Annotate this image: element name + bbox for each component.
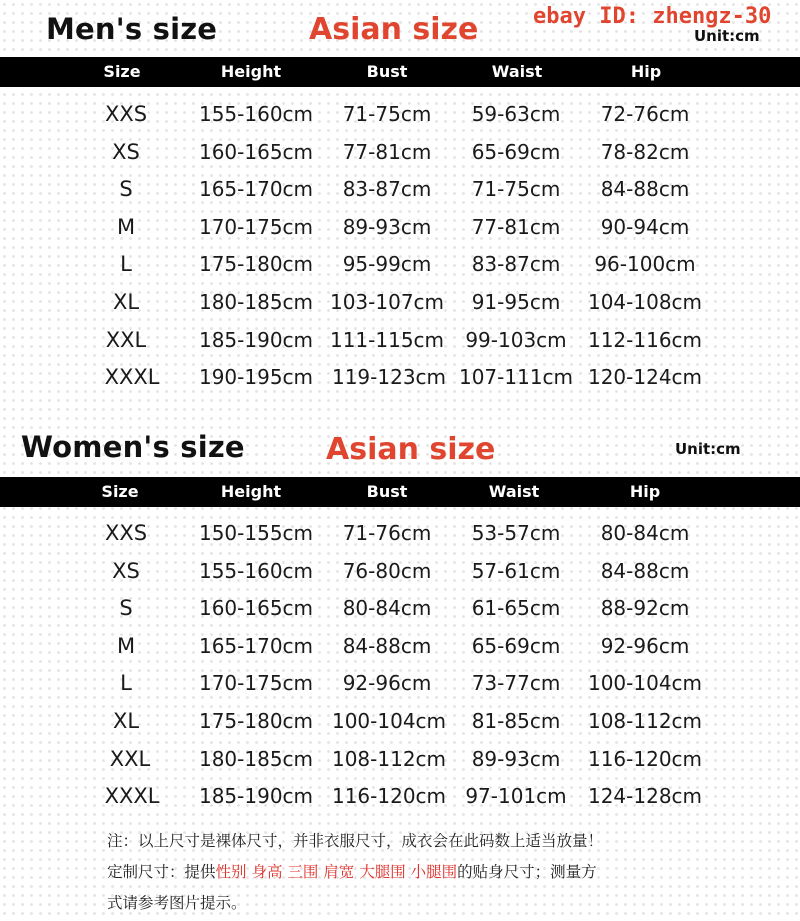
table-row <box>0 246 800 284</box>
table-row <box>0 703 800 741</box>
waist-cell: 99-103cm <box>465 327 567 352</box>
size-cell: XXS <box>104 102 148 126</box>
bust-cell: 77-81cm <box>342 139 432 164</box>
hip-cell: 104-108cm <box>587 289 703 314</box>
table-row <box>0 665 800 703</box>
women-header-size: Size <box>101 482 139 501</box>
waist-cell: 65-69cm <box>471 633 561 658</box>
ebay-id-watermark: ebay ID: zhengz-30 <box>533 4 772 29</box>
size-cell: M <box>116 633 136 658</box>
bust-cell: 95-99cm <box>342 252 432 277</box>
waist-cell: 71-75cm <box>471 177 561 202</box>
note-line-2-suffix: 的贴身尺寸；测量方 <box>457 863 597 881</box>
men-header-hip: Hip <box>630 62 662 81</box>
size-cell: XXXL <box>104 784 160 809</box>
waist-cell: 81-85cm <box>471 708 561 733</box>
height-cell: 190-195cm <box>198 365 314 390</box>
hip-cell: 72-76cm <box>600 102 690 126</box>
bust-cell: 83-87cm <box>342 177 432 202</box>
bust-cell: 116-120cm <box>331 784 447 809</box>
hip-cell: 84-88cm <box>600 177 690 202</box>
hip-cell: 116-120cm <box>587 746 703 771</box>
hip-cell: 88-92cm <box>600 596 690 621</box>
bust-cell: 111-115cm <box>329 327 445 352</box>
size-cell: XL <box>112 289 140 314</box>
women-unit-label: Unit:cm <box>675 440 741 458</box>
height-cell: 150-155cm <box>198 521 314 545</box>
waist-cell: 77-81cm <box>471 214 561 239</box>
table-row <box>0 590 800 628</box>
bust-cell: 76-80cm <box>342 558 432 583</box>
hip-cell: 120-124cm <box>587 365 703 390</box>
men-header-size: Size <box>103 62 141 81</box>
size-cell: S <box>119 596 133 621</box>
note-line-1: 注：以上尺寸是裸体尺寸，并非衣服尺寸，成衣会在此码数上适当放量！ <box>107 832 604 850</box>
size-notes <box>107 826 767 919</box>
note-line-2-prefix: 定制尺寸：提供 <box>107 863 216 881</box>
women-size-title: Women's size <box>21 430 245 464</box>
size-cell: XXL <box>105 327 147 352</box>
bust-cell: 71-75cm <box>342 102 432 126</box>
table-row <box>0 778 800 816</box>
size-cell: XXXL <box>104 365 160 390</box>
waist-cell: 107-111cm <box>458 365 574 390</box>
table-row <box>0 359 800 397</box>
table-row <box>0 284 800 322</box>
hip-cell: 92-96cm <box>600 633 690 658</box>
waist-cell: 53-57cm <box>471 521 561 545</box>
bust-cell: 119-123cm <box>331 365 447 390</box>
size-cell: L <box>120 252 132 277</box>
men-header-height: Height <box>220 62 282 81</box>
hip-cell: 108-112cm <box>587 708 703 733</box>
women-table-header <box>0 477 800 507</box>
height-cell: 175-180cm <box>198 252 314 277</box>
waist-cell: 73-77cm <box>471 671 561 696</box>
height-cell: 185-190cm <box>198 784 314 809</box>
bust-cell: 92-96cm <box>342 671 432 696</box>
men-asian-size-label: Asian size <box>309 12 479 47</box>
waist-cell: 83-87cm <box>471 252 561 277</box>
height-cell: 180-185cm <box>198 746 314 771</box>
hip-cell: 78-82cm <box>600 139 690 164</box>
table-row <box>0 322 800 360</box>
men-size-table <box>0 96 800 397</box>
bust-cell: 89-93cm <box>342 214 432 239</box>
hip-cell: 124-128cm <box>587 784 703 809</box>
table-row <box>0 209 800 247</box>
hip-cell: 96-100cm <box>594 252 696 277</box>
women-size-table <box>0 515 800 816</box>
men-header-bust: Bust <box>366 62 408 81</box>
women-header-height: Height <box>220 482 282 501</box>
height-cell: 175-180cm <box>198 708 314 733</box>
height-cell: 165-170cm <box>198 633 314 658</box>
men-size-title: Men's size <box>46 12 218 46</box>
table-row <box>0 96 800 134</box>
size-cell: XL <box>112 708 140 733</box>
bust-cell: 80-84cm <box>342 596 432 621</box>
bust-cell: 71-76cm <box>342 521 432 545</box>
height-cell: 160-165cm <box>198 139 314 164</box>
waist-cell: 89-93cm <box>471 746 561 771</box>
table-row <box>0 553 800 591</box>
height-cell: 180-185cm <box>198 289 314 314</box>
men-table-header <box>0 57 800 87</box>
bust-cell: 84-88cm <box>342 633 432 658</box>
height-cell: 155-160cm <box>198 558 314 583</box>
women-header-bust: Bust <box>366 482 408 501</box>
size-cell: XXS <box>104 521 148 545</box>
waist-cell: 91-95cm <box>471 289 561 314</box>
hip-cell: 112-116cm <box>587 327 703 352</box>
note-required-measurements: 性别 身高 三围 肩宽 大腿围 小腿围 <box>215 863 458 881</box>
size-cell: XXL <box>109 746 151 771</box>
waist-cell: 61-65cm <box>471 596 561 621</box>
height-cell: 185-190cm <box>198 327 314 352</box>
women-asian-size-label: Asian size <box>326 432 496 467</box>
hip-cell: 100-104cm <box>587 671 703 696</box>
table-row <box>0 741 800 779</box>
table-row <box>0 171 800 209</box>
table-row <box>0 515 800 553</box>
height-cell: 160-165cm <box>198 596 314 621</box>
height-cell: 170-175cm <box>198 671 314 696</box>
bust-cell: 100-104cm <box>331 708 447 733</box>
height-cell: 165-170cm <box>198 177 314 202</box>
size-cell: M <box>116 214 136 239</box>
note-line-2 <box>107 857 767 888</box>
hip-cell: 84-88cm <box>600 558 690 583</box>
bust-cell: 108-112cm <box>331 746 447 771</box>
size-cell: L <box>120 671 132 696</box>
size-cell: XS <box>112 139 140 164</box>
height-cell: 170-175cm <box>198 214 314 239</box>
hip-cell: 80-84cm <box>600 521 690 545</box>
bust-cell: 103-107cm <box>329 289 445 314</box>
size-cell: XS <box>112 558 140 583</box>
size-cell: S <box>119 177 133 202</box>
men-unit-label: Unit:cm <box>694 27 760 45</box>
waist-cell: 65-69cm <box>471 139 561 164</box>
hip-cell: 90-94cm <box>600 214 690 239</box>
women-header-hip: Hip <box>629 482 661 501</box>
table-row <box>0 628 800 666</box>
women-header-waist: Waist <box>488 482 540 501</box>
waist-cell: 57-61cm <box>471 558 561 583</box>
table-row <box>0 134 800 172</box>
men-header-waist: Waist <box>491 62 543 81</box>
height-cell: 155-160cm <box>198 102 314 126</box>
waist-cell: 59-63cm <box>471 102 561 126</box>
waist-cell: 97-101cm <box>465 784 567 809</box>
note-line-3: 式请参考图片提示。 <box>107 894 247 912</box>
